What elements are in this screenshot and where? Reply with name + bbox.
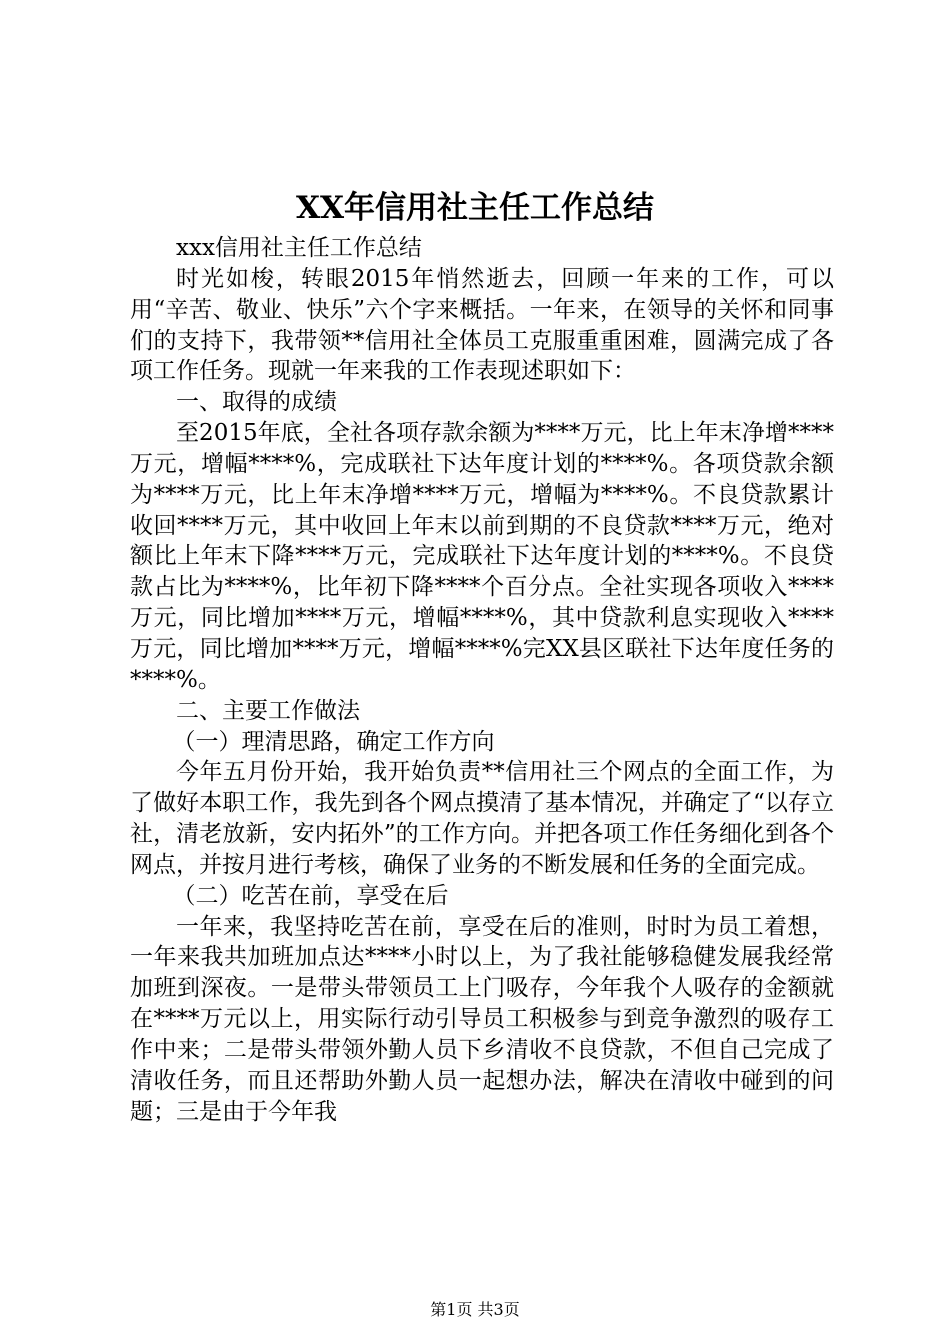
- clarify-direction-paragraph: 今年五月份开始，我开始负责**信用社三个网点的全面工作，为了做好本职工作，我先到各个网点摸清了基本情况，并确定了“以存立社，清老放新，安内拓外”的工作方向。并把各项工作任务细化到各个网点，并按月进行考核，确保了业务的不断发展和任务的全面完成。: [130, 759, 834, 878]
- document-title: XX年信用社主任工作总结: [295, 190, 655, 226]
- page-indicator: 第1页 共3页: [430, 1300, 520, 1319]
- subheading-clarify-direction: （一）理清思路，确定工作方向: [172, 728, 495, 755]
- subheading-hardship-first: （二）吃苦在前，享受在后: [172, 882, 449, 909]
- hardship-first-paragraph: 一年来，我坚持吃苦在前，享受在后的准则，时时为员工着想，一年来我共加班加点达****小时以上，为了我社能够稳健发展我经常加班到深夜。一是带头带领员工上门吸存，今年我个人吸存的金额就在****万元以上，用实际行动引导员工积极参与到竞争激烈的吸存工作中来；二是带头带领外勤人员下乡清收不良贷款，不但自己完成了清收任务，而且还帮助外勤人员一起想办法，解决在清收中碰到的问题；三是由于今年我: [130, 913, 834, 1125]
- section-heading-methods: 二、主要工作做法: [176, 697, 360, 724]
- achievements-paragraph: 至2015年底，全社各项存款余额为****万元，比上年末净增****万元，增幅****%，完成联社下达年度计划的****%。各项贷款余额为****万元，比上年末净增****万元，增幅为****%。不良贷款累计收回****万元，其中收回上年末以前到期的不良贷款****万元，绝对额比上年末下降****万元，完成联社下达年度计划的****%。不良贷款占比为****%，比年初下降****个百分点。全社实现各项收入****万元，同比增加****万元，增幅****%，其中贷款利息实现收入****万元，同比增加****万元，增幅****%完XX县区联社下达年度任务的****%。: [130, 420, 834, 693]
- document-body: [130, 233, 834, 1127]
- subtitle-paragraph: xxx信用社主任工作总结: [176, 235, 422, 261]
- intro-paragraph: 时光如梭，转眼2015年悄然逝去，回顾一年来的工作，可以用“辛苦、敬业、快乐”六个字来概括。一年来，在领导的关怀和同事们的支持下，我带领**信用社全体员工克服重重困难，圆满完成了各项工作任务。现就一年来我的工作表现述职如下：: [130, 265, 834, 385]
- section-heading-achievements: 一、取得的成绩: [176, 389, 337, 416]
